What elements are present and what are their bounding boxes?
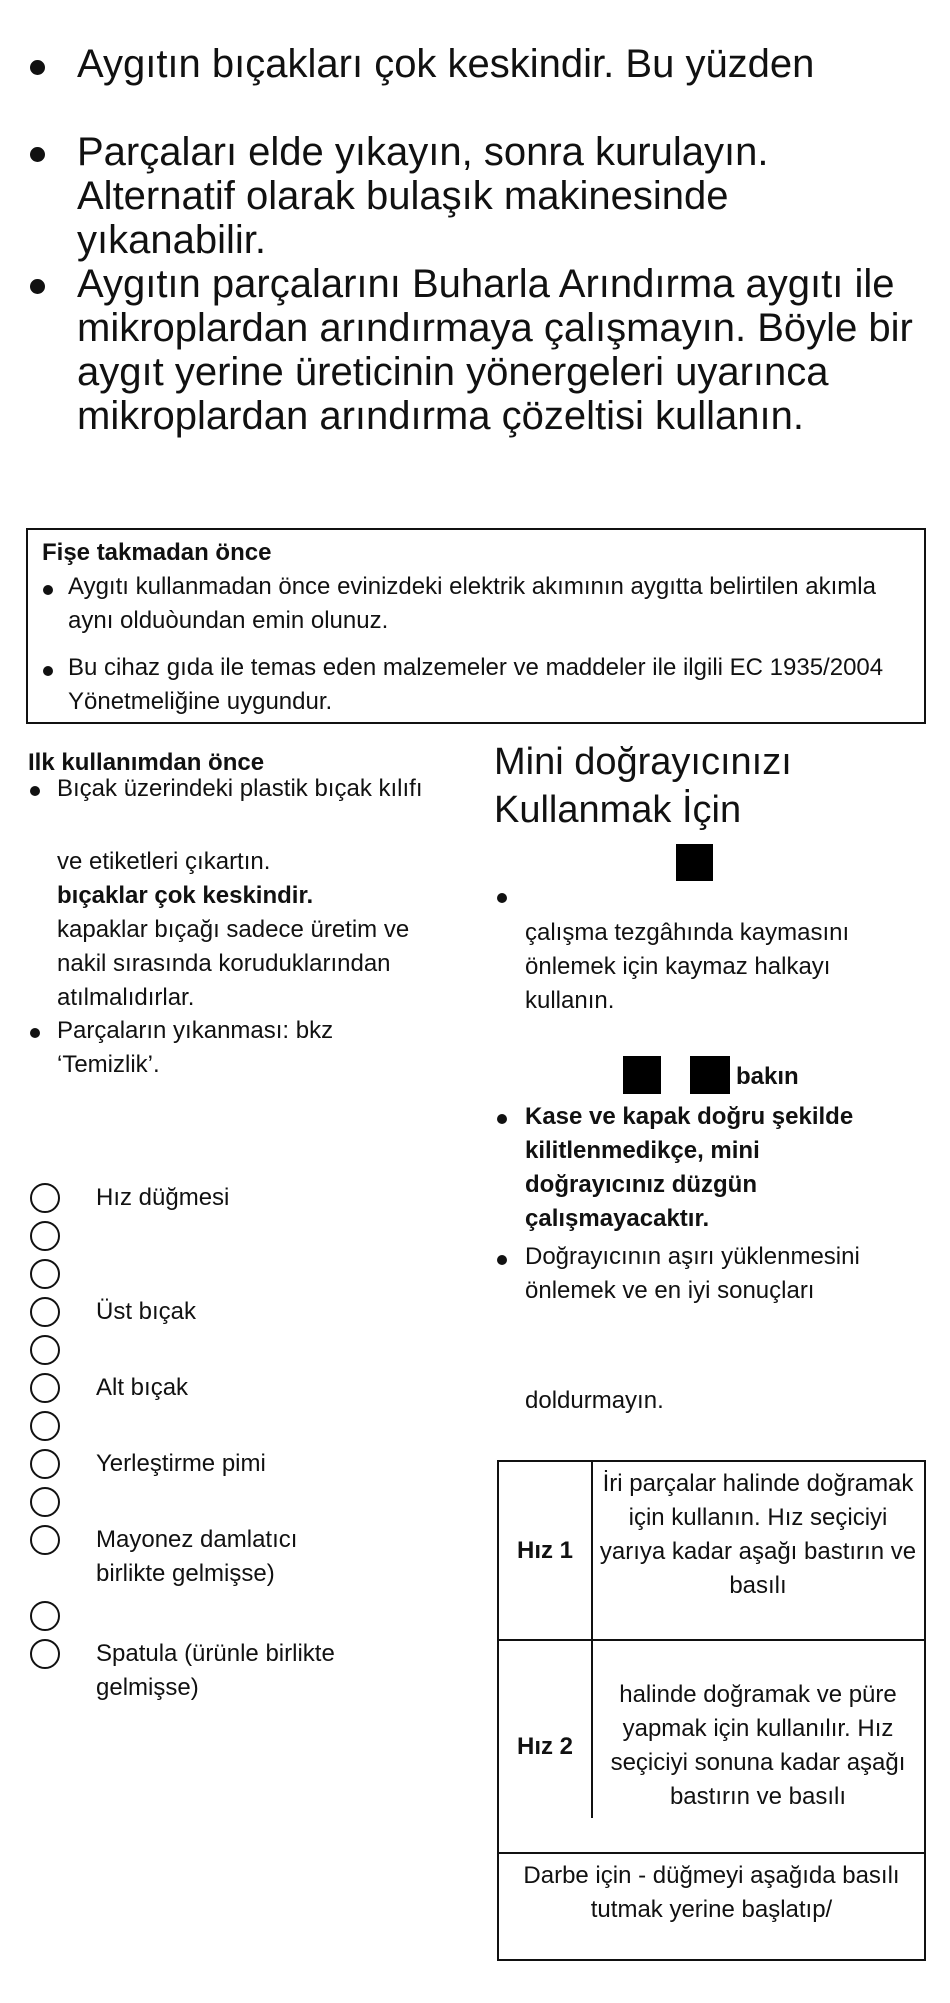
part-number-circle [30, 1259, 60, 1289]
bullet-icon [30, 147, 45, 162]
speed-table [497, 1460, 926, 1961]
bullet-icon [30, 786, 40, 796]
plug-box-item: Bu cihaz gıda ile temas eden malzemeler ve maddeler ile ilgili EC 1935/2004 Yönetmeliğine uygundur. [68, 654, 884, 715]
figure-reference-icon [676, 844, 713, 881]
plug-box-item: Aygıtı kullanmadan önce evinizdeki elektrik akımının aygıtta belirtilen akımla aynı olduòundan emin olunuz. [68, 573, 876, 634]
part-number-circle [30, 1525, 60, 1555]
table-row-divider [499, 1639, 924, 1641]
speed-1-description: İri parçalar halinde doğramak için kullanın. Hız seçiciyi yarıya kadar aşağı bastırın ve basılı [599, 1470, 917, 1599]
part-number-circle [30, 1297, 60, 1327]
speed-1-label: Hız 1 [516, 1537, 573, 1564]
warning-item: Aygıtın parçalarını Buharla Arındırma aygıtı ile mikroplardan arındırmaya çalışmayın. Böyle bir aygıt yerine üreticinin yönergeleri uyarınca mikroplardan arındırma çözeltisi kullanın. [77, 262, 913, 438]
bullet-icon [43, 666, 53, 676]
part-number-circle [30, 1601, 60, 1631]
part-number-circle [30, 1183, 60, 1213]
usage-para1: çalışma tezgâhında kaymasını önlemek için kaymaz halkayı kullanın. [525, 919, 850, 1014]
see-figure-text: bakın [736, 1063, 799, 1090]
speed-2-description: halinde doğramak ve püre yapmak için kullanılır. Hız seçiciyi sonuna kadar aşağı bastırın ve basılı [610, 1681, 906, 1810]
warning-item: Parçaları elde yıkayın, sonra kurulayın. Alternatif olarak bulaşık makinesinde yıkanabilir. [77, 130, 769, 262]
part-label: Yerleştirme pimi [96, 1450, 266, 1477]
bullet-icon [497, 1114, 507, 1124]
table-row-divider [499, 1852, 924, 1854]
warning-item: Aygıtın bıçakları çok keskindir. Bu yüzden [77, 42, 815, 86]
pulse-description: Darbe için - düğmeyi aşağıda basılı tutmak yerine başlatıp/ [523, 1862, 900, 1923]
usage-heading: Mini doğrayıcınızı Kullanmak İçin [494, 741, 792, 831]
part-number-circle [30, 1411, 60, 1441]
speed-2-label: Hız 2 [516, 1733, 573, 1760]
part-number-circle [30, 1373, 60, 1403]
part-number-circle [30, 1639, 60, 1669]
part-number-circle [30, 1335, 60, 1365]
part-label: Spatula (ürünle birlikte gelmişse) [96, 1640, 335, 1701]
part-number-circle [30, 1449, 60, 1479]
first-use-item1-rest: kapaklar bıçağı sadece üretim ve nakil sırasında koruduklarından atılmalıdırlar. [57, 916, 410, 1011]
figure-reference-icon [690, 1056, 730, 1094]
part-label: Hız düğmesi [96, 1184, 230, 1211]
bullet-icon [30, 279, 45, 294]
bullet-icon [30, 60, 45, 75]
usage-bold-item: Kase ve kapak doğru şekilde kilitlenmedikçe, mini doğrayıcınız düzgün çalışmayacaktır. [525, 1103, 854, 1232]
bullet-icon [43, 585, 53, 595]
part-number-circle [30, 1221, 60, 1251]
part-label: Üst bıçak [96, 1298, 197, 1325]
first-use-item2: Parçaların yıkanması: bkz ‘Temizlik’. [57, 1017, 334, 1078]
first-use-item1-line2: ve etiketleri çıkartın. [57, 848, 271, 875]
bullet-icon [497, 893, 507, 903]
figure-reference-icon [623, 1056, 661, 1094]
usage-item3: Doğrayıcının aşırı yüklenmesini önlemek ve en iyi sonuçları [525, 1243, 860, 1304]
first-use-title: Ilk kullanımdan önce [28, 749, 265, 776]
bullet-icon [497, 1255, 507, 1265]
part-label: Alt bıçak [96, 1374, 189, 1401]
plug-in-notice-box [26, 528, 926, 724]
plug-box-title: Fişe takmadan önce [42, 539, 272, 566]
part-label: Mayonez damlatıcı birlikte gelmişse) [96, 1526, 298, 1587]
first-use-item1-line1: Bıçak üzerindeki plastik bıçak kılıfı [57, 775, 423, 802]
first-use-warning: bıçaklar çok keskindir. [57, 882, 314, 909]
usage-item3-end: doldurmayın. [525, 1387, 664, 1414]
bullet-icon [30, 1028, 40, 1038]
part-number-circle [30, 1487, 60, 1517]
